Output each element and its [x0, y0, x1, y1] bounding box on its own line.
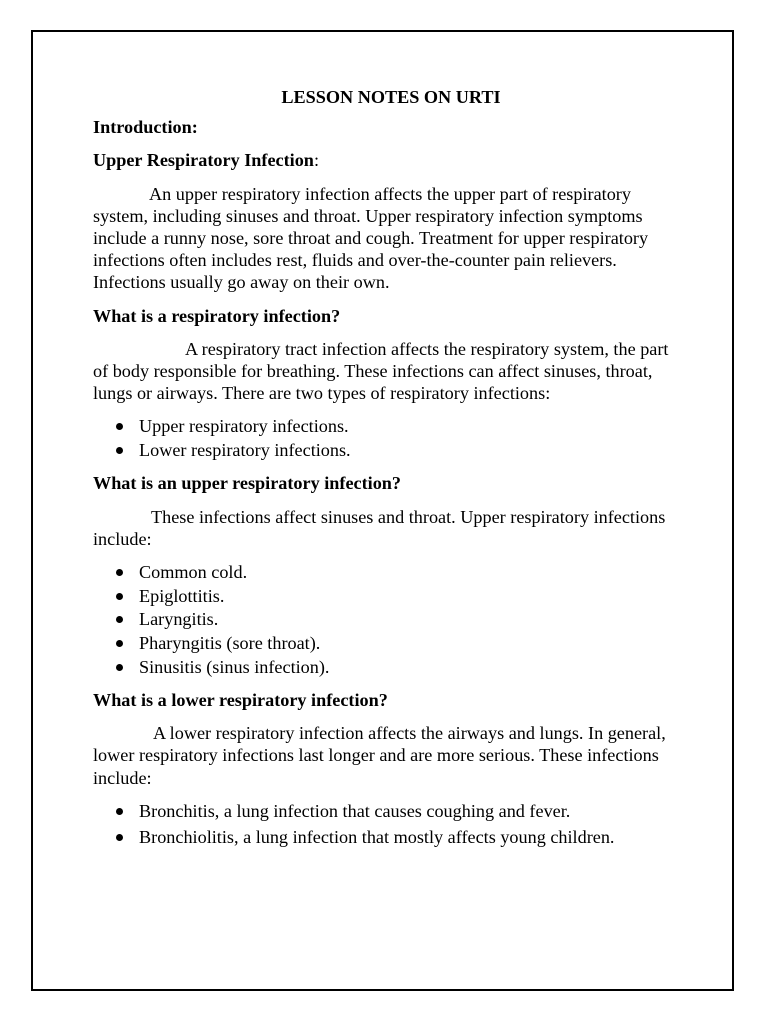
document-body	[93, 86, 683, 859]
list-item-text: Pharyngitis (sore throat).	[139, 633, 321, 654]
uri-paragraph: An upper respiratory infection affects the upper part of respiratory system, including sinuses and throat. Upper respiratory infection symptoms include a runny nose, sore throat and cough. Treatment for upper respiratory infections often includes rest, fluids and over-the-counter pain relievers. Infections usually go away on their own.	[93, 183, 649, 293]
list-item-text: Laryngitis.	[139, 609, 219, 630]
list-item	[93, 608, 683, 630]
bullet-icon	[116, 640, 123, 647]
list-item	[93, 439, 683, 461]
list-item	[93, 656, 683, 678]
bullet-icon	[116, 664, 123, 671]
list-item-text: Lower respiratory infections.	[139, 440, 351, 461]
list-item-text: Bronchiolitis, a lung infection that mostly affects young children.	[139, 826, 615, 847]
list-item-text: Sinusitis (sinus infection).	[139, 656, 330, 677]
list-item	[93, 415, 683, 437]
list-item	[93, 585, 683, 607]
list-item	[93, 800, 683, 822]
section2-heading: What is an upper respiratory infection?	[93, 473, 402, 494]
bullet-icon	[116, 447, 123, 454]
list-item-text: Common cold.	[139, 561, 248, 582]
introduction-heading: Introduction:	[93, 117, 198, 138]
bullet-icon	[116, 593, 123, 600]
section3-paragraph: A lower respiratory infection affects the airways and lungs. In general, lower respiratory infections last longer and are more serious. These infections include:	[93, 723, 666, 788]
bullet-icon	[116, 834, 123, 841]
list-item-text: Epiglottitis.	[139, 585, 225, 606]
section3-list	[93, 800, 683, 848]
section2-paragraph: These infections affect sinuses and throat. Upper respiratory infections include:	[93, 506, 666, 549]
document-title: LESSON NOTES ON URTI	[281, 87, 501, 107]
section1-paragraph: A respiratory tract infection affects the respiratory system, the part of body responsible for breathing. These infections can affect sinuses, throat, lungs or airways. There are two types of respiratory infections:	[93, 338, 669, 404]
list-item	[93, 632, 683, 654]
bullet-icon	[116, 569, 123, 576]
uri-heading-colon: :	[313, 150, 319, 171]
bullet-icon	[116, 808, 123, 815]
uri-heading-text: Upper Respiratory Infection	[93, 150, 314, 171]
section1-list	[93, 415, 683, 461]
list-item-text: Bronchitis, a lung infection that causes coughing and fever.	[139, 800, 571, 821]
list-item	[93, 561, 683, 583]
section2-list	[93, 561, 683, 678]
bullet-icon	[116, 423, 123, 430]
list-item-text: Upper respiratory infections.	[139, 416, 349, 437]
list-item	[93, 826, 683, 848]
uri-heading	[93, 149, 683, 171]
section3-heading: What is a lower respiratory infection?	[93, 689, 388, 710]
section1-heading: What is a respiratory infection?	[93, 305, 341, 326]
bullet-icon	[116, 616, 123, 623]
